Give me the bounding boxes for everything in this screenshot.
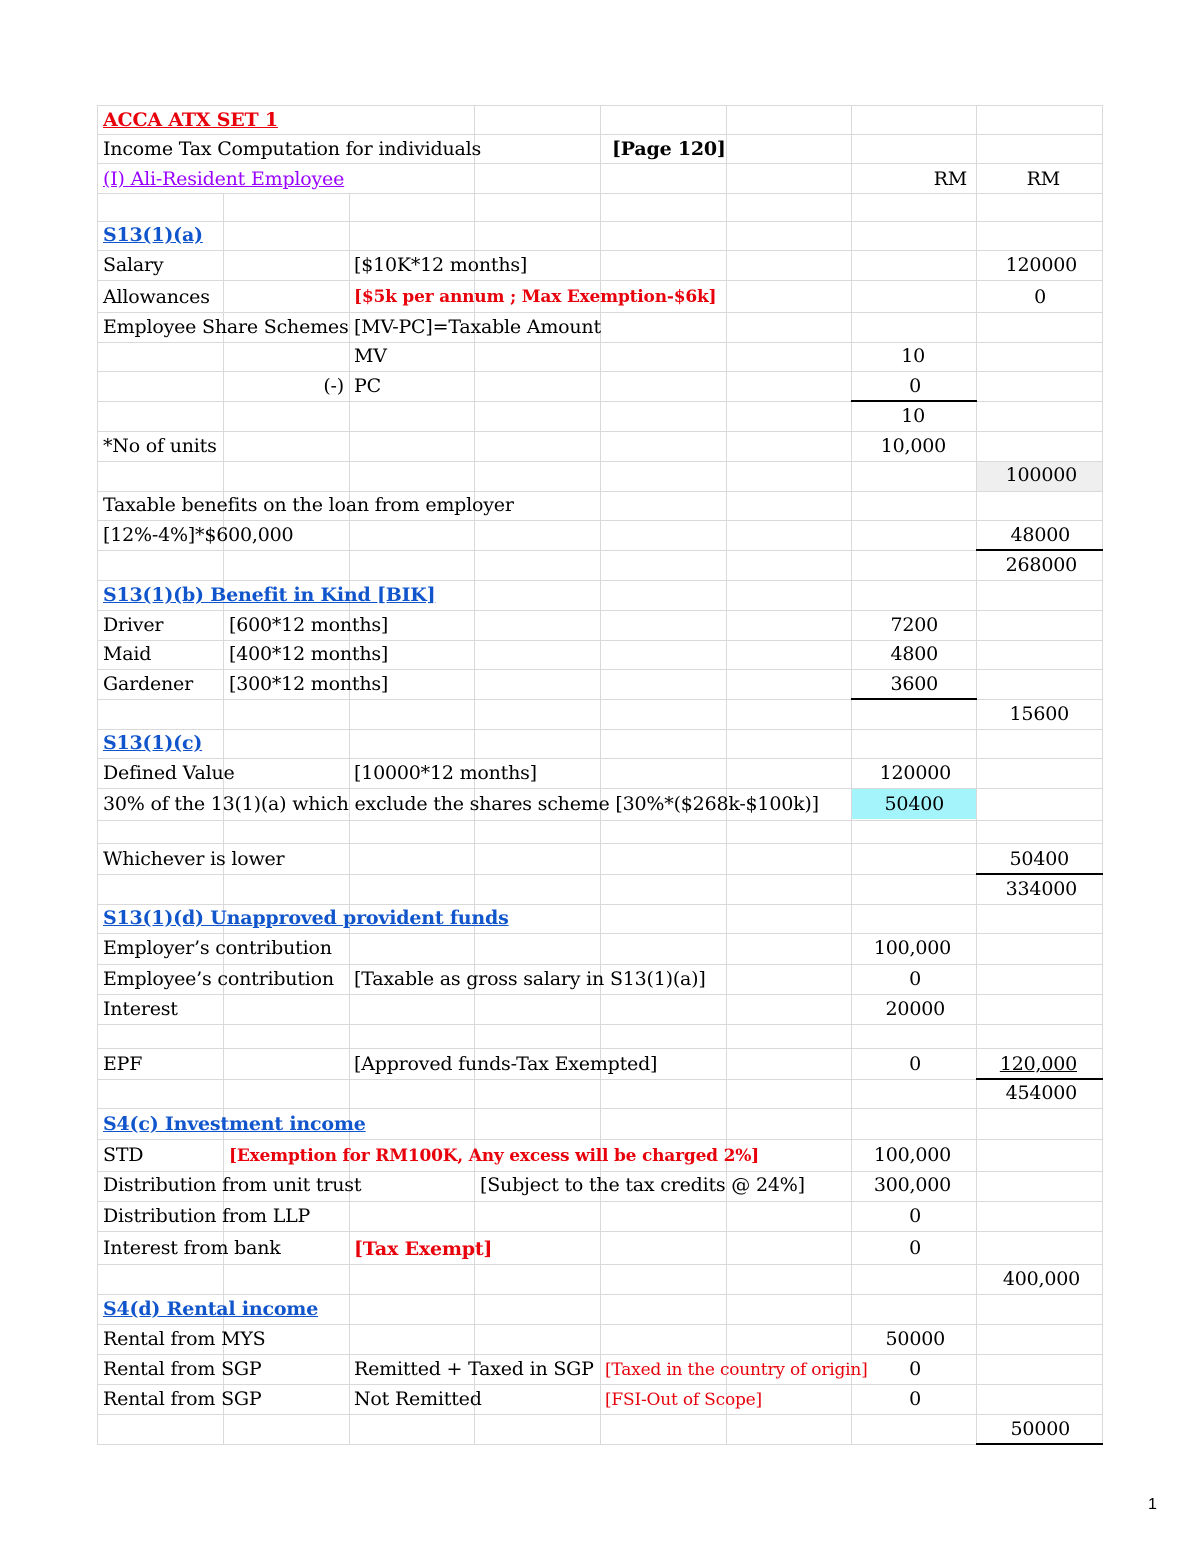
s13c-heading: S13(1)(c) (103, 732, 203, 754)
interest-value: 20000 (885, 998, 945, 1020)
loan-formula: [12%-4%]*$600,000 (103, 524, 294, 546)
col-header-d: RM (933, 168, 967, 190)
mv-label: MV (354, 345, 387, 367)
salary-note: [$10K*12 months] (354, 254, 528, 276)
grid-row (97, 1231, 1102, 1232)
doc-subtitle: Income Tax Computation for individuals (103, 138, 482, 160)
grid-row (97, 1201, 1102, 1202)
grid-row (97, 1354, 1102, 1355)
mv-value: 10 (901, 345, 925, 367)
gardener-value: 3600 (890, 673, 938, 695)
epf-value: 0 (909, 1053, 921, 1075)
grid-row (97, 874, 1102, 875)
grid-row (97, 491, 1102, 492)
grid-row (97, 610, 1102, 611)
ut-value: 300,000 (873, 1174, 951, 1196)
grid-row (97, 640, 1102, 641)
maid-label: Maid (103, 643, 152, 665)
std-note: [Exemption for RM100K, Any excess will be charged 2%] (229, 1146, 760, 1166)
grid-row (97, 342, 1102, 343)
ess-note: [MV-PC]=Taxable Amount (354, 316, 601, 338)
grid-row (97, 580, 1102, 581)
std-label: STD (103, 1144, 144, 1166)
llp-value: 0 (909, 1205, 921, 1227)
maid-value: 4800 (890, 643, 938, 665)
grid-row (97, 550, 1102, 551)
s13c-subtotal: 334000 (1005, 878, 1077, 900)
units-label: *No of units (103, 435, 217, 457)
grid-col-d3 (726, 105, 727, 1445)
s4d-heading: S4(d) Rental income (103, 1298, 319, 1320)
er-label: Employer’s contribution (103, 937, 332, 959)
grid-row (97, 1048, 1102, 1049)
pc-value: 0 (909, 375, 921, 397)
grid-row (97, 1294, 1102, 1295)
grid-col-end (1102, 105, 1103, 1445)
sgp1-value: 0 (909, 1358, 921, 1380)
grid-row (97, 163, 1102, 164)
grid-row (97, 105, 1102, 106)
grid-row (97, 250, 1102, 251)
sgp2-label: Rental from SGP (103, 1388, 262, 1410)
grid-row (97, 1108, 1102, 1109)
grid-row (97, 431, 1102, 432)
grid-row (97, 1024, 1102, 1025)
border-epf (976, 1078, 1103, 1080)
border-diff (851, 400, 977, 402)
grid-row (97, 1139, 1102, 1140)
s13a-heading: S13(1)(a) (103, 224, 203, 246)
bik-total: 15600 (1009, 703, 1069, 725)
llp-label: Distribution from LLP (103, 1205, 311, 1227)
allowances-note: [$5k per annum ; Max Exemption-$6k] (354, 287, 717, 307)
er-value: 100,000 (873, 937, 951, 959)
dv-value: 120000 (879, 762, 951, 784)
grid-row (97, 964, 1102, 965)
pct-label: 30% of the 13(1)(a) which exclude the shares scheme [30%*($268k-$100k)] (103, 793, 819, 815)
s13d-subtotal: 454000 (1005, 1082, 1077, 1104)
grid-row (97, 520, 1102, 521)
ut-note: [Subject to the tax credits @ 24%] (480, 1174, 805, 1196)
s13b-heading: S13(1)(b) Benefit in Kind [BIK] (103, 584, 436, 606)
section-heading: (I) Ali-Resident Employee (103, 168, 345, 190)
grid-row (97, 312, 1102, 313)
grid-row (97, 843, 1102, 844)
diff-value: 10 (901, 405, 925, 427)
epf-note: [Approved funds-Tax Exempted] (354, 1053, 658, 1075)
driver-note: [600*12 months] (229, 614, 389, 636)
page-number: 1 (1148, 1496, 1157, 1513)
page-ref: [Page 120] (612, 138, 726, 160)
border-rental (976, 1443, 1103, 1445)
grid-row (97, 1264, 1102, 1265)
loan-label: Taxable benefits on the loan from employer (103, 494, 514, 516)
col-header-e: RM (1026, 168, 1060, 190)
bank-value: 0 (909, 1237, 921, 1259)
grid-row (97, 820, 1102, 821)
sgp1-note2: [Taxed in the country of origin] (605, 1360, 868, 1380)
allowances-label: Allowances (103, 286, 210, 308)
gardener-label: Gardener (103, 673, 193, 695)
grid-row (97, 669, 1102, 670)
grid-row (97, 1384, 1102, 1385)
border-lower (976, 873, 1103, 875)
doc-title: ACCA ATX SET 1 (103, 109, 278, 131)
driver-label: Driver (103, 614, 164, 636)
ee-value: 0 (909, 968, 921, 990)
grid-row (97, 1444, 1102, 1445)
sgp2-value: 0 (909, 1388, 921, 1410)
epf-total: 120,000 (999, 1053, 1077, 1075)
grid-row (97, 758, 1102, 759)
s4c-total: 400,000 (1002, 1268, 1080, 1290)
grid-row (97, 461, 1102, 462)
grid-row (97, 280, 1102, 281)
ess-label: Employee Share Schemes (103, 316, 349, 338)
salary-total: 120000 (1005, 254, 1077, 276)
grid-row (97, 1079, 1102, 1080)
s4d-total: 50000 (1010, 1418, 1070, 1440)
ee-label: Employee’s contribution (103, 968, 334, 990)
bank-note: [Tax Exempt] (354, 1238, 493, 1260)
lower-value: 50400 (1009, 848, 1069, 870)
s13d-heading: S13(1)(d) Unapproved provident funds (103, 907, 509, 929)
units-value: 10,000 (880, 435, 946, 457)
lower-label: Whichever is lower (103, 848, 285, 870)
loan-total: 48000 (1010, 524, 1070, 546)
s13a-subtotal: 268000 (1005, 554, 1077, 576)
grid-row (97, 729, 1102, 730)
sgp2-note2: [FSI-Out of Scope] (605, 1390, 762, 1410)
dv-label: Defined Value (103, 762, 235, 784)
pc-label: PC (354, 375, 381, 397)
grid-col-c (349, 193, 350, 1445)
ee-note: [Taxable as gross salary in S13(1)(a)] (354, 968, 706, 990)
grid-row (97, 1171, 1102, 1172)
border-loan (976, 549, 1103, 551)
grid-row (97, 788, 1102, 789)
std-value: 100,000 (873, 1144, 951, 1166)
sgp1-note: Remitted + Taxed in SGP (354, 1358, 594, 1380)
s4c-heading: S4(c) Investment income (103, 1113, 366, 1135)
mys-label: Rental from MYS (103, 1328, 266, 1350)
allowances-total: 0 (1034, 286, 1046, 308)
grid-row (97, 1414, 1102, 1415)
border-gardener (851, 698, 977, 700)
grid-row (97, 994, 1102, 995)
grid-row (97, 134, 1102, 135)
maid-note: [400*12 months] (229, 643, 389, 665)
pc-minus: (-) (323, 375, 344, 397)
ess-total: 100000 (1005, 464, 1077, 486)
grid-col-a (97, 105, 98, 1445)
grid-row (97, 933, 1102, 934)
epf-label: EPF (103, 1053, 143, 1075)
gardener-note: [300*12 months] (229, 673, 389, 695)
pct-value: 50400 (884, 793, 944, 815)
mys-value: 50000 (885, 1328, 945, 1350)
grid-row (97, 193, 1102, 194)
sgp1-label: Rental from SGP (103, 1358, 262, 1380)
bank-label: Interest from bank (103, 1237, 281, 1259)
grid-row (97, 904, 1102, 905)
grid-row (97, 1324, 1102, 1325)
driver-value: 7200 (890, 614, 938, 636)
grid-row (97, 221, 1102, 222)
interest-label: Interest (103, 998, 178, 1020)
sgp2-note: Not Remitted (354, 1388, 482, 1410)
dv-note: [10000*12 months] (354, 762, 537, 784)
ut-label: Distribution from unit trust (103, 1174, 362, 1196)
grid-row (97, 371, 1102, 372)
salary-label: Salary (103, 254, 164, 276)
